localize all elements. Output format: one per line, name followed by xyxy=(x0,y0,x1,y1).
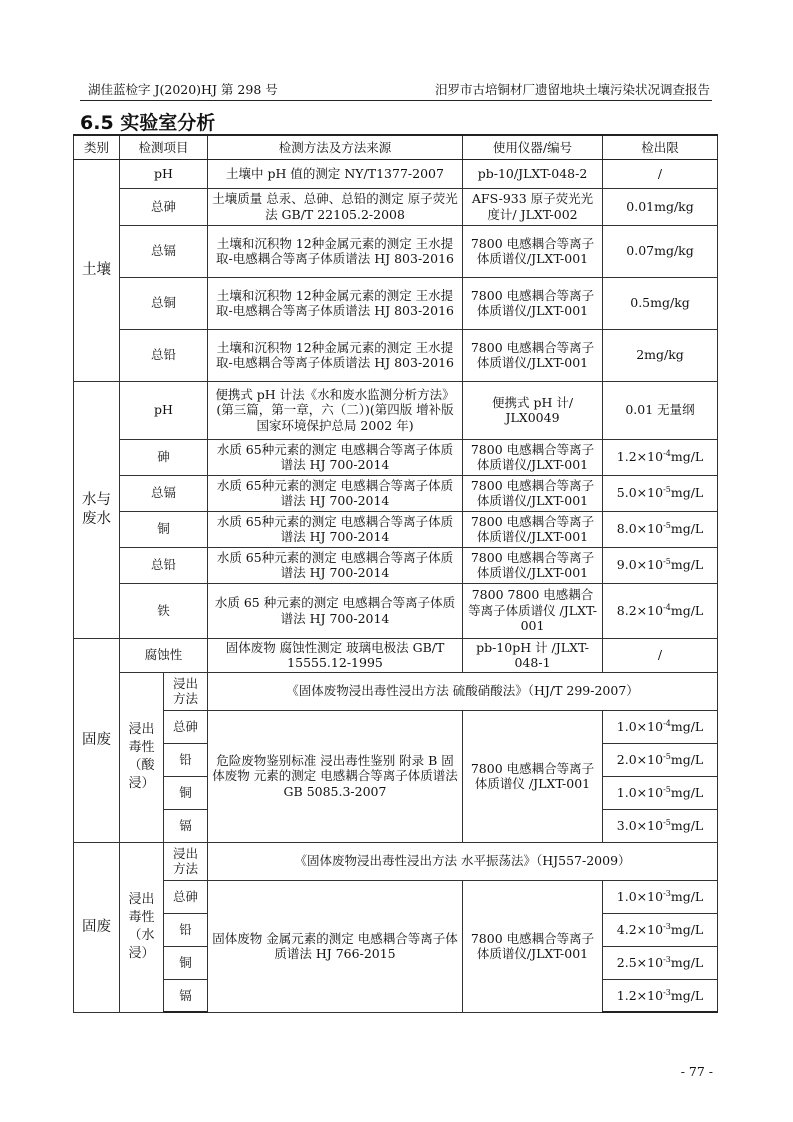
instrument-cell: 7800 电感耦合等离子体质谱仪/JLXT-001 xyxy=(463,277,603,329)
item-cell: 总铅 xyxy=(120,329,208,381)
col-header-limit: 检出限 xyxy=(603,135,718,159)
limit-cell: 0.01 无量纲 xyxy=(603,381,718,439)
limit-cell: $3.0\times 10^{-5}mg/L$ xyxy=(603,809,718,842)
table-row xyxy=(74,672,718,710)
leach-method-label: 浸出方法 xyxy=(164,672,208,710)
instrument-cell: 7800 电感耦合等离子体质谱仪/JLXT-001 xyxy=(463,547,603,583)
category-solid-waste-water: 固废 xyxy=(74,842,120,1012)
table-row xyxy=(74,583,718,638)
item-cell: 总砷 xyxy=(120,188,208,225)
limit-cell: $2.0\times 10^{-5}mg/L$ xyxy=(603,743,718,776)
col-header-item: 检测项目 xyxy=(120,135,208,159)
table-row xyxy=(74,710,718,743)
item-cell: 镉 xyxy=(164,809,208,842)
col-header-instrument: 使用仪器/编号 xyxy=(463,135,603,159)
instrument-cell: 7800 电感耦合等离子体质谱仪/JLXT-001 xyxy=(463,511,603,547)
method-cell: 便携式 pH 计法《水和废水监测分析方法》(第三篇，第一章，六（二）)(第四版 增补版 国家环境保护总局 2002 年) xyxy=(208,381,463,439)
table-row xyxy=(74,188,718,225)
limit-cell: / xyxy=(603,638,718,672)
item-cell: 总砷 xyxy=(164,710,208,743)
item-cell: 总铅 xyxy=(120,547,208,583)
leach-method-cell: 《固体废物浸出毒性浸出方法 硫酸硝酸法》（HJ/T 299-2007） xyxy=(208,672,718,710)
method-cell: 土壤中 pH 值的测定 NY/T1377-2007 xyxy=(208,159,463,188)
limit-cell: $1.0\times 10^{-5}mg/L$ xyxy=(603,776,718,809)
method-cell: 水质 65种元素的测定 电感耦合等离子体质谱法 HJ 700-2014 xyxy=(208,511,463,547)
instrument-cell: 7800 电感耦合等离子体质谱仪/JLXT-001 xyxy=(463,439,603,475)
table-row xyxy=(74,475,718,511)
item-cell: 总铜 xyxy=(120,277,208,329)
method-cell: 水质 65 种元素的测定 电感耦合等离子体质谱法 HJ 700-2014 xyxy=(208,583,463,638)
limit-cell: $8.0\times 10^{-5}mg/L$ xyxy=(603,511,718,547)
limit-cell: $1.0\times 10^{-3}mg/L$ xyxy=(603,880,718,913)
item-cell: pH xyxy=(120,381,208,439)
instrument-cell: 7800 电感耦合等离子体质谱仪/JLXT-001 xyxy=(463,225,603,277)
instrument-cell: pb-10pH 计 /JLXT-048-1 xyxy=(463,638,603,672)
lab-analysis-table-wrapper xyxy=(73,134,717,1013)
section-title: 6.5 实验室分析 xyxy=(80,112,216,134)
item-cell: 总镉 xyxy=(120,475,208,511)
limit-cell: 2mg/kg xyxy=(603,329,718,381)
limit-cell: / xyxy=(603,159,718,188)
table-row xyxy=(74,880,718,913)
item-cell: 铁 xyxy=(120,583,208,638)
category-soil: 土壤 xyxy=(74,159,120,381)
instrument-cell: AFS-933 原子荧光光度计/ JLXT-002 xyxy=(463,188,603,225)
item-cell: 铅 xyxy=(164,743,208,776)
item-cell: 腐蚀性 xyxy=(120,638,208,672)
item-cell: 铅 xyxy=(164,913,208,946)
limit-cell: $1.2\times 10^{-4}mg/L$ xyxy=(603,439,718,475)
limit-cell: $8.2\times 10^{-4}mg/L$ xyxy=(603,583,718,638)
instrument-cell: pb-10/JLXT-048-2 xyxy=(463,159,603,188)
instrument-cell: 7800 电感耦合等离子体质谱仪/JLXT-001 xyxy=(463,880,603,1012)
method-cell: 水质 65种元素的测定 电感耦合等离子体质谱法 HJ 700-2014 xyxy=(208,439,463,475)
item-cell: 铜 xyxy=(164,946,208,979)
method-cell: 土壤质量 总汞、总砷、总铅的测定 原子荧光法 GB/T 22105.2-2008 xyxy=(208,188,463,225)
table-row xyxy=(74,547,718,583)
leach-type-water: 浸出毒性（水浸） xyxy=(120,842,164,1012)
table-row xyxy=(74,277,718,329)
item-cell: pH xyxy=(120,159,208,188)
header-report-title: 汨罗市古培铜材厂遗留地块土壤污染状况调查报告 xyxy=(434,82,710,97)
category-solid-waste-acid: 固废 xyxy=(74,638,120,842)
table-row xyxy=(74,225,718,277)
method-cell: 固体废物 金属元素的测定 电感耦合等离子体质谱法 HJ 766-2015 xyxy=(208,880,463,1012)
instrument-cell: 7800 电感耦合等离子体质谱仪 /JLXT-001 xyxy=(463,710,603,842)
category-water: 水与废水 xyxy=(74,381,120,638)
limit-cell: $5.0\times 10^{-5}mg/L$ xyxy=(603,475,718,511)
method-cell: 固体废物 腐蚀性测定 玻璃电极法 GB/T 15555.12-1995 xyxy=(208,638,463,672)
table-row xyxy=(74,439,718,475)
header-rule xyxy=(80,100,712,101)
limit-cell: $1.0\times 10^{-4}mg/L$ xyxy=(603,710,718,743)
table-row xyxy=(74,511,718,547)
table-row xyxy=(74,381,718,439)
method-cell: 土壤和沉积物 12种金属元素的测定 王水提取-电感耦合等离子体质谱法 HJ 803-2016 xyxy=(208,277,463,329)
method-cell: 水质 65种元素的测定 电感耦合等离子体质谱法 HJ 700-2014 xyxy=(208,547,463,583)
page-number: - 77 - xyxy=(680,1064,713,1079)
table-row xyxy=(74,329,718,381)
method-cell: 土壤和沉积物 12种金属元素的测定 王水提取-电感耦合等离子体质谱法 HJ 803-2016 xyxy=(208,329,463,381)
limit-cell: 0.01mg/kg xyxy=(603,188,718,225)
table-row xyxy=(74,842,718,880)
instrument-cell: 7800 电感耦合等离子体质谱仪/JLXT-001 xyxy=(463,475,603,511)
limit-cell: $1.2\times 10^{-3}mg/L$ xyxy=(603,979,718,1012)
col-header-category: 类别 xyxy=(74,135,120,159)
method-cell: 水质 65种元素的测定 电感耦合等离子体质谱法 HJ 700-2014 xyxy=(208,475,463,511)
item-cell: 总砷 xyxy=(164,880,208,913)
item-cell: 镉 xyxy=(164,979,208,1012)
instrument-cell: 7800 7800 电感耦合等离子体质谱仪 /JLXT-001 xyxy=(463,583,603,638)
item-cell: 总镉 xyxy=(120,225,208,277)
limit-cell: $9.0\times 10^{-5}mg/L$ xyxy=(603,547,718,583)
method-cell: 危险废物鉴别标准 浸出毒性鉴别 附录 B 固体废物 元素的测定 电感耦合等离子体质谱法 GB 5085.3-2007 xyxy=(208,710,463,842)
table-row xyxy=(74,159,718,188)
limit-cell: 0.07mg/kg xyxy=(603,225,718,277)
limit-cell: $4.2\times 10^{-3}mg/L$ xyxy=(603,913,718,946)
item-cell: 铜 xyxy=(120,511,208,547)
lab-analysis-table xyxy=(73,134,718,1013)
leach-method-label: 浸出方法 xyxy=(164,842,208,880)
leach-type-acid: 浸出毒性（酸浸） xyxy=(120,672,164,842)
col-header-method: 检测方法及方法来源 xyxy=(208,135,463,159)
method-cell: 土壤和沉积物 12种金属元素的测定 王水提取-电感耦合等离子体质谱法 HJ 803-2016 xyxy=(208,225,463,277)
table-row xyxy=(74,638,718,672)
limit-cell: $2.5\times 10^{-3}mg/L$ xyxy=(603,946,718,979)
table-header-row xyxy=(74,135,718,159)
header-report-number: 湖佳蓝检字 J(2020)HJ 第 298 号 xyxy=(88,82,278,97)
item-cell: 铜 xyxy=(164,776,208,809)
limit-cell: 0.5mg/kg xyxy=(603,277,718,329)
item-cell: 砷 xyxy=(120,439,208,475)
leach-method-cell: 《固体废物浸出毒性浸出方法 水平振荡法》（HJ557-2009） xyxy=(208,842,718,880)
instrument-cell: 7800 电感耦合等离子体质谱仪/JLXT-001 xyxy=(463,329,603,381)
instrument-cell: 便携式 pH 计/ JLX0049 xyxy=(463,381,603,439)
